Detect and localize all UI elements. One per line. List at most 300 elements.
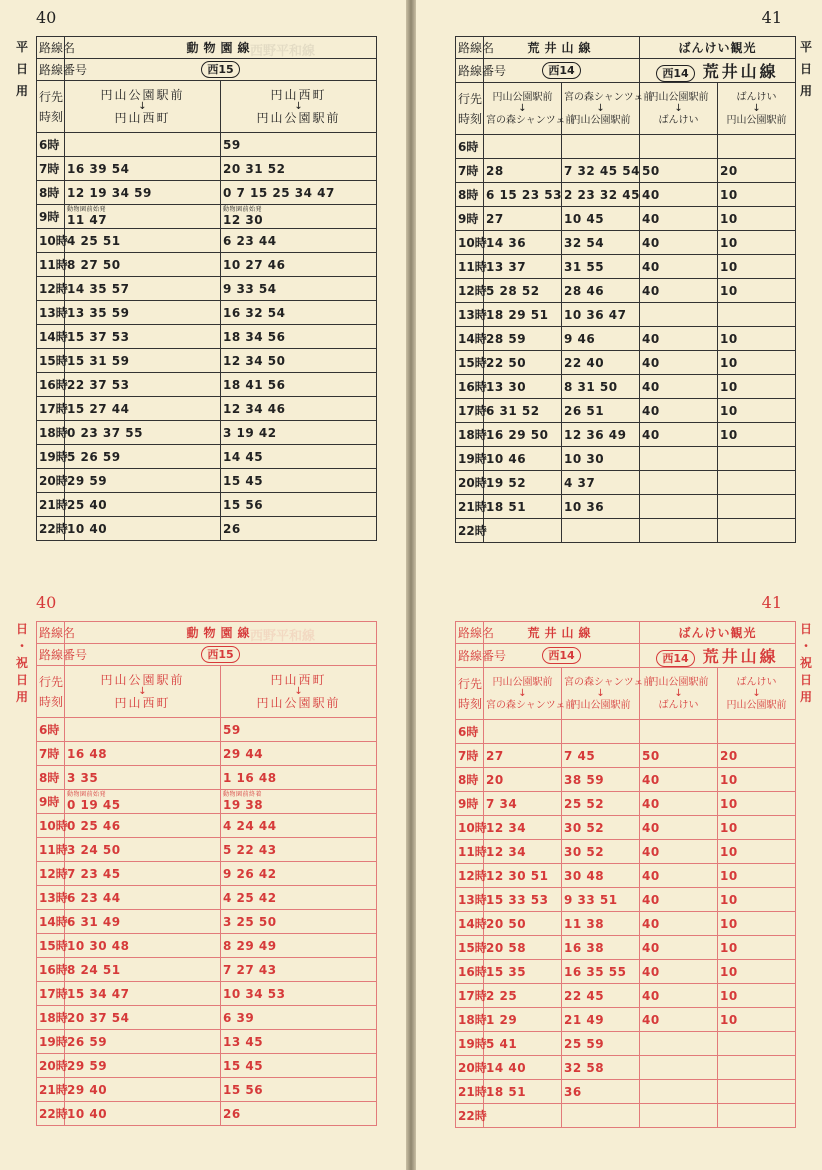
- hour-row: [456, 960, 796, 984]
- departure-times-cell: [65, 301, 221, 325]
- hour-cell: 15時: [456, 351, 484, 375]
- departure-times-cell: [221, 862, 377, 886]
- departure-times-cell: [484, 888, 562, 912]
- departure-times: 21 49: [564, 1012, 605, 1027]
- departure-times-cell: [65, 493, 221, 517]
- dest-to: 円山公園駅前: [570, 114, 631, 126]
- departure-times: 3 35: [67, 770, 99, 785]
- departure-times-cell: [221, 301, 377, 325]
- hour-row: [37, 886, 377, 910]
- departure-times-cell: [640, 183, 718, 207]
- destination-header: [640, 83, 718, 135]
- hour-cell: 10時: [37, 814, 65, 838]
- departure-times-cell: [562, 792, 640, 816]
- route-number-label: 路線番号: [456, 644, 484, 668]
- departure-times: 19 38: [223, 798, 264, 812]
- down-arrow-icon: ↓: [294, 100, 303, 112]
- hour-cell: 9時: [456, 792, 484, 816]
- departure-times: 5 28 52: [486, 283, 540, 298]
- departure-times: 10: [720, 964, 738, 979]
- hour-cell: 11時: [37, 838, 65, 862]
- departure-times-cell: [65, 718, 221, 742]
- hour-cell: 19時: [37, 1030, 65, 1054]
- departure-times: 10: [720, 988, 738, 1003]
- departure-times-cell: [640, 279, 718, 303]
- departure-times: 10: [720, 868, 738, 883]
- route-number-cell: [65, 59, 377, 81]
- departure-times-cell: [65, 766, 221, 790]
- departure-times-cell: [484, 135, 562, 159]
- departure-times-cell: [65, 1078, 221, 1102]
- departure-times-cell: [640, 135, 718, 159]
- departure-times-cell: [221, 469, 377, 493]
- departure-times: 10: [720, 211, 738, 226]
- departure-times-cell: [221, 517, 377, 541]
- departure-times-cell: [65, 325, 221, 349]
- hour-row: [456, 423, 796, 447]
- departure-times-cell: [65, 862, 221, 886]
- dest-to: 円山西町: [114, 110, 171, 125]
- hour-cell: 7時: [37, 742, 65, 766]
- departure-times-cell: [562, 1080, 640, 1104]
- footnote: 動物園前始発: [67, 206, 107, 213]
- departure-times-cell: [65, 205, 221, 229]
- hour-cell: 22時: [456, 519, 484, 543]
- time-label: 時刻: [39, 109, 64, 124]
- departure-times: 10 40: [67, 1106, 108, 1121]
- departure-times: 28 46: [564, 283, 605, 298]
- side-char: 祝: [15, 656, 28, 670]
- departure-times: 40: [642, 187, 660, 202]
- departure-times-cell: [221, 277, 377, 301]
- departure-times: 15 45: [223, 1058, 264, 1073]
- departure-times-cell: [484, 231, 562, 255]
- hour-cell: 12時: [37, 277, 65, 301]
- departure-times-cell: [640, 351, 718, 375]
- hour-cell: 9時: [37, 790, 65, 814]
- hour-row: [37, 742, 377, 766]
- hour-row: [456, 519, 796, 543]
- hour-row: [456, 1008, 796, 1032]
- departure-times-cell: [640, 255, 718, 279]
- departure-times-cell: [718, 495, 796, 519]
- destination-label: 行先: [39, 674, 64, 689]
- departure-times-cell: [484, 1080, 562, 1104]
- departure-times-cell: [640, 888, 718, 912]
- time-label: 時刻: [458, 696, 483, 711]
- departure-times: 14 40: [486, 1060, 527, 1075]
- departure-times: 10: [720, 427, 738, 442]
- hour-row: [37, 1006, 377, 1030]
- hour-cell: 6時: [456, 720, 484, 744]
- dest-to: 円山西町: [114, 695, 171, 710]
- side-char: 日: [15, 673, 28, 687]
- destination-time-label: [37, 666, 65, 718]
- departure-times: 16 38: [564, 940, 605, 955]
- departure-times: 3 19 42: [223, 425, 277, 440]
- departure-times-cell: [640, 231, 718, 255]
- departure-times-cell: [221, 934, 377, 958]
- departure-times: 8 24 51: [67, 962, 121, 977]
- departure-times-cell: [484, 423, 562, 447]
- hour-cell: 19時: [456, 1032, 484, 1056]
- departure-times-cell: [562, 159, 640, 183]
- hour-cell: 20時: [37, 1054, 65, 1078]
- departure-times-cell: [718, 471, 796, 495]
- departure-times: 10 36 47: [564, 307, 627, 322]
- departure-times: 10 36: [564, 499, 605, 514]
- departure-times: 40: [642, 796, 660, 811]
- hour-cell: 14時: [37, 910, 65, 934]
- departure-times-cell: [221, 766, 377, 790]
- timetable-body: [456, 135, 796, 543]
- departure-times-cell: [221, 1006, 377, 1030]
- side-char: 平: [799, 40, 812, 54]
- departure-times-cell: [718, 792, 796, 816]
- departure-times-cell: [718, 519, 796, 543]
- hour-row: [456, 327, 796, 351]
- hour-row: [37, 253, 377, 277]
- destination-header: [221, 666, 377, 718]
- departure-times-cell: [562, 327, 640, 351]
- departure-times-cell: [640, 816, 718, 840]
- departure-times-cell: [718, 1080, 796, 1104]
- hour-cell: 14時: [37, 325, 65, 349]
- departure-times-cell: [718, 207, 796, 231]
- departure-times: 40: [642, 331, 660, 346]
- hour-row: [456, 495, 796, 519]
- departure-times: 28: [486, 163, 504, 178]
- destination-label: 行先: [39, 89, 64, 104]
- departure-times-cell: [718, 888, 796, 912]
- hour-cell: 17時: [37, 397, 65, 421]
- hour-cell: 14時: [456, 912, 484, 936]
- departure-times: 0 19 45: [67, 798, 121, 812]
- departure-times-cell: [718, 447, 796, 471]
- departure-times: 40: [642, 403, 660, 418]
- side-char: 日: [799, 62, 812, 76]
- hour-cell: 22時: [37, 1102, 65, 1126]
- departure-times-cell: [484, 303, 562, 327]
- hour-cell: 21時: [456, 1080, 484, 1104]
- departure-times-cell: [65, 157, 221, 181]
- departure-times-cell: [484, 519, 562, 543]
- departure-times-cell: [640, 1104, 718, 1128]
- departure-times-cell: [65, 934, 221, 958]
- departure-times: 10: [720, 331, 738, 346]
- departure-times-cell: [718, 744, 796, 768]
- departure-times: 27: [486, 211, 504, 226]
- departure-times: 12 34 50: [223, 353, 286, 368]
- departure-times-cell: [640, 1032, 718, 1056]
- departure-times-cell: [484, 471, 562, 495]
- departure-times-cell: [221, 253, 377, 277]
- departure-times-cell: [484, 768, 562, 792]
- hour-row: [456, 840, 796, 864]
- departure-times: 4 24 44: [223, 818, 277, 833]
- hour-row: [37, 934, 377, 958]
- hour-row: [456, 1056, 796, 1080]
- departure-times-cell: [640, 768, 718, 792]
- hour-cell: 17時: [37, 982, 65, 1006]
- departure-times-cell: [484, 912, 562, 936]
- departure-times-cell: [640, 207, 718, 231]
- departure-times: 4 25 42: [223, 890, 277, 905]
- hour-row: [37, 766, 377, 790]
- hour-cell: 14時: [456, 327, 484, 351]
- departure-times-cell: [562, 495, 640, 519]
- hour-row: [456, 792, 796, 816]
- destination-header: [718, 83, 796, 135]
- departure-times-cell: [562, 303, 640, 327]
- departure-times: 28 59: [486, 331, 527, 346]
- departure-times-cell: [640, 495, 718, 519]
- hour-row: [37, 133, 377, 157]
- departure-times: 12 34: [486, 820, 527, 835]
- departure-times-cell: [562, 471, 640, 495]
- departure-times: 9 46: [564, 331, 596, 346]
- departure-times-cell: [562, 399, 640, 423]
- dest-from: ばんけい: [736, 676, 777, 688]
- hour-cell: 15時: [37, 349, 65, 373]
- departure-times-cell: [65, 181, 221, 205]
- side-char: 用: [15, 84, 28, 98]
- departure-times: 9 33 51: [564, 892, 618, 907]
- dest-from: 円山公園駅前: [492, 91, 553, 103]
- destination-header: [484, 83, 576, 135]
- destination-header: [640, 668, 718, 720]
- hour-cell: 21時: [37, 1078, 65, 1102]
- departure-times: 7 27 43: [223, 962, 277, 977]
- departure-times-cell: [640, 423, 718, 447]
- hour-row: [456, 744, 796, 768]
- departure-times-cell: [221, 718, 377, 742]
- departure-times: 18 51: [486, 1084, 527, 1099]
- departure-times: 12 30 51: [486, 868, 549, 883]
- departure-times: 2 25: [486, 988, 518, 1003]
- route-name-a: 荒井山線: [484, 622, 640, 644]
- departure-times-cell: [221, 421, 377, 445]
- timetable-body: [456, 720, 796, 1128]
- down-arrow-icon: ↓: [138, 100, 147, 112]
- departure-times-cell: [640, 519, 718, 543]
- side-char: 祝: [799, 656, 812, 670]
- departure-times-cell: [65, 958, 221, 982]
- departure-times: 15 56: [223, 1082, 264, 1097]
- book-gutter: [406, 0, 416, 585]
- dest-from: ばんけい: [736, 91, 777, 103]
- departure-times-cell: [718, 135, 796, 159]
- route-name-a: 荒井山線: [484, 37, 640, 59]
- timetable-body: [37, 133, 377, 541]
- departure-times: 13 30: [486, 379, 527, 394]
- side-char: 日: [15, 62, 28, 76]
- hour-row: [456, 375, 796, 399]
- dest-to: 円山公園駅前: [256, 110, 341, 125]
- dest-from: 円山公園駅前: [648, 676, 709, 688]
- departure-times-cell: [640, 864, 718, 888]
- departure-times-cell: [718, 159, 796, 183]
- departure-times-cell: [65, 1054, 221, 1078]
- hour-row: [456, 303, 796, 327]
- departure-times: 12 34: [486, 844, 527, 859]
- departure-times-cell: [221, 397, 377, 421]
- side-char: 平: [15, 40, 28, 54]
- departure-times: 10 27 46: [223, 257, 286, 272]
- departure-times-cell: [562, 279, 640, 303]
- departure-times: 18 51: [486, 499, 527, 514]
- side-char: ・: [15, 639, 28, 653]
- departure-times-cell: [221, 325, 377, 349]
- departure-times: 40: [642, 892, 660, 907]
- departure-times-cell: [221, 349, 377, 373]
- departure-times-cell: [718, 399, 796, 423]
- dest-to: 円山公園駅前: [256, 695, 341, 710]
- hour-row: [456, 1104, 796, 1128]
- departure-times: 29 44: [223, 746, 264, 761]
- departure-times: 20 31 52: [223, 161, 286, 176]
- departure-times-cell: [65, 469, 221, 493]
- holiday-right-page: [416, 585, 822, 1170]
- departure-times-cell: [65, 229, 221, 253]
- hour-cell: 13時: [456, 303, 484, 327]
- hour-cell: 18時: [37, 1006, 65, 1030]
- hour-row: [37, 205, 377, 229]
- departure-times: 13 35 59: [67, 305, 130, 320]
- departure-times: 40: [642, 283, 660, 298]
- departure-times: 9 26 42: [223, 866, 277, 881]
- departure-times: 25 59: [564, 1036, 605, 1051]
- departure-times-cell: [640, 1008, 718, 1032]
- departure-times-cell: [718, 1056, 796, 1080]
- departure-times: 40: [642, 772, 660, 787]
- departure-times-cell: [221, 493, 377, 517]
- route-name: 動物園線: [65, 37, 377, 59]
- departure-times: 10: [720, 379, 738, 394]
- footnote: 動物園前始発: [67, 791, 107, 798]
- hour-cell: 17時: [456, 399, 484, 423]
- hour-cell: 13時: [37, 301, 65, 325]
- departure-times-cell: [65, 886, 221, 910]
- departure-times-cell: [65, 133, 221, 157]
- departure-times-cell: [640, 984, 718, 1008]
- dest-from: 円山公園駅前: [100, 672, 185, 687]
- hour-cell: 19時: [37, 445, 65, 469]
- dest-to: 円山公園駅前: [726, 114, 787, 126]
- departure-times-cell: [718, 840, 796, 864]
- departure-times-cell: [65, 1006, 221, 1030]
- departure-times: 15 37 53: [67, 329, 130, 344]
- departure-times-cell: [221, 1030, 377, 1054]
- departure-times: 32 54: [564, 235, 605, 250]
- departure-times: 22 37 53: [67, 377, 130, 392]
- departure-times-cell: [221, 886, 377, 910]
- departure-times: 8 29 49: [223, 938, 277, 953]
- departure-times: 15 56: [223, 497, 264, 512]
- departure-times: 10: [720, 892, 738, 907]
- hour-cell: 12時: [456, 279, 484, 303]
- destination-header: [221, 81, 377, 133]
- down-arrow-icon: ↓: [518, 687, 527, 699]
- departure-times-cell: [562, 936, 640, 960]
- departure-times-cell: [65, 790, 221, 814]
- hour-cell: 11時: [456, 255, 484, 279]
- departure-times: 40: [642, 427, 660, 442]
- hour-cell: 15時: [37, 934, 65, 958]
- hour-row: [37, 910, 377, 934]
- departure-times-cell: [484, 1056, 562, 1080]
- departure-times-cell: [65, 1030, 221, 1054]
- hour-row: [456, 816, 796, 840]
- hour-row: [456, 936, 796, 960]
- dest-to: 宮の森シャンツェ前: [486, 114, 576, 126]
- route-subname: 荒井山線: [702, 62, 779, 81]
- hour-cell: 21時: [37, 493, 65, 517]
- hour-cell: 12時: [37, 862, 65, 886]
- departure-times: 11 47: [67, 213, 108, 227]
- hour-row: [456, 207, 796, 231]
- dest-from: 宮の森シャンツェ前: [564, 676, 654, 688]
- departure-times: 40: [642, 379, 660, 394]
- departure-times-cell: [221, 445, 377, 469]
- down-arrow-icon: ↓: [752, 687, 761, 699]
- departure-times-cell: [718, 936, 796, 960]
- departure-times: 16 48: [67, 746, 108, 761]
- hour-cell: 19時: [456, 447, 484, 471]
- departure-times: 22 50: [486, 355, 527, 370]
- departure-times: 30 52: [564, 820, 605, 835]
- departure-times: 10: [720, 259, 738, 274]
- hour-row: [456, 1080, 796, 1104]
- departure-times: 6 23 44: [67, 890, 121, 905]
- departure-times-cell: [484, 399, 562, 423]
- route-number-cell: [484, 59, 640, 83]
- departure-times: 20 58: [486, 940, 527, 955]
- hour-row: [456, 888, 796, 912]
- departure-times: 20 37 54: [67, 1010, 130, 1025]
- departure-times: 40: [642, 868, 660, 883]
- hour-row: [456, 351, 796, 375]
- departure-times: 38 59: [564, 772, 605, 787]
- departure-times: 10: [720, 235, 738, 250]
- hour-cell: 11時: [456, 840, 484, 864]
- departure-times-cell: [65, 445, 221, 469]
- route-number-badge: 西15: [201, 61, 239, 78]
- departure-times-cell: [221, 1102, 377, 1126]
- hour-row: [37, 325, 377, 349]
- departure-times-cell: [484, 279, 562, 303]
- bleed-through: 西野平和線: [250, 629, 316, 644]
- hour-row: [456, 912, 796, 936]
- time-label: 時刻: [39, 694, 64, 709]
- departure-times: 10: [720, 283, 738, 298]
- departure-times: 6 31 49: [67, 914, 121, 929]
- hour-cell: 8時: [37, 181, 65, 205]
- down-arrow-icon: ↓: [596, 687, 605, 699]
- departure-times: 6 23 44: [223, 233, 277, 248]
- side-char: 用: [799, 690, 812, 704]
- hour-cell: 7時: [37, 157, 65, 181]
- departure-times: 10 34 53: [223, 986, 286, 1001]
- departure-times-cell: [640, 159, 718, 183]
- departure-times-cell: [562, 720, 640, 744]
- hour-row: [37, 421, 377, 445]
- hour-row: [37, 181, 377, 205]
- departure-times: 7 45: [564, 748, 596, 763]
- destination-header: [718, 668, 796, 720]
- departure-times: 18 34 56: [223, 329, 286, 344]
- timetable: [36, 36, 377, 541]
